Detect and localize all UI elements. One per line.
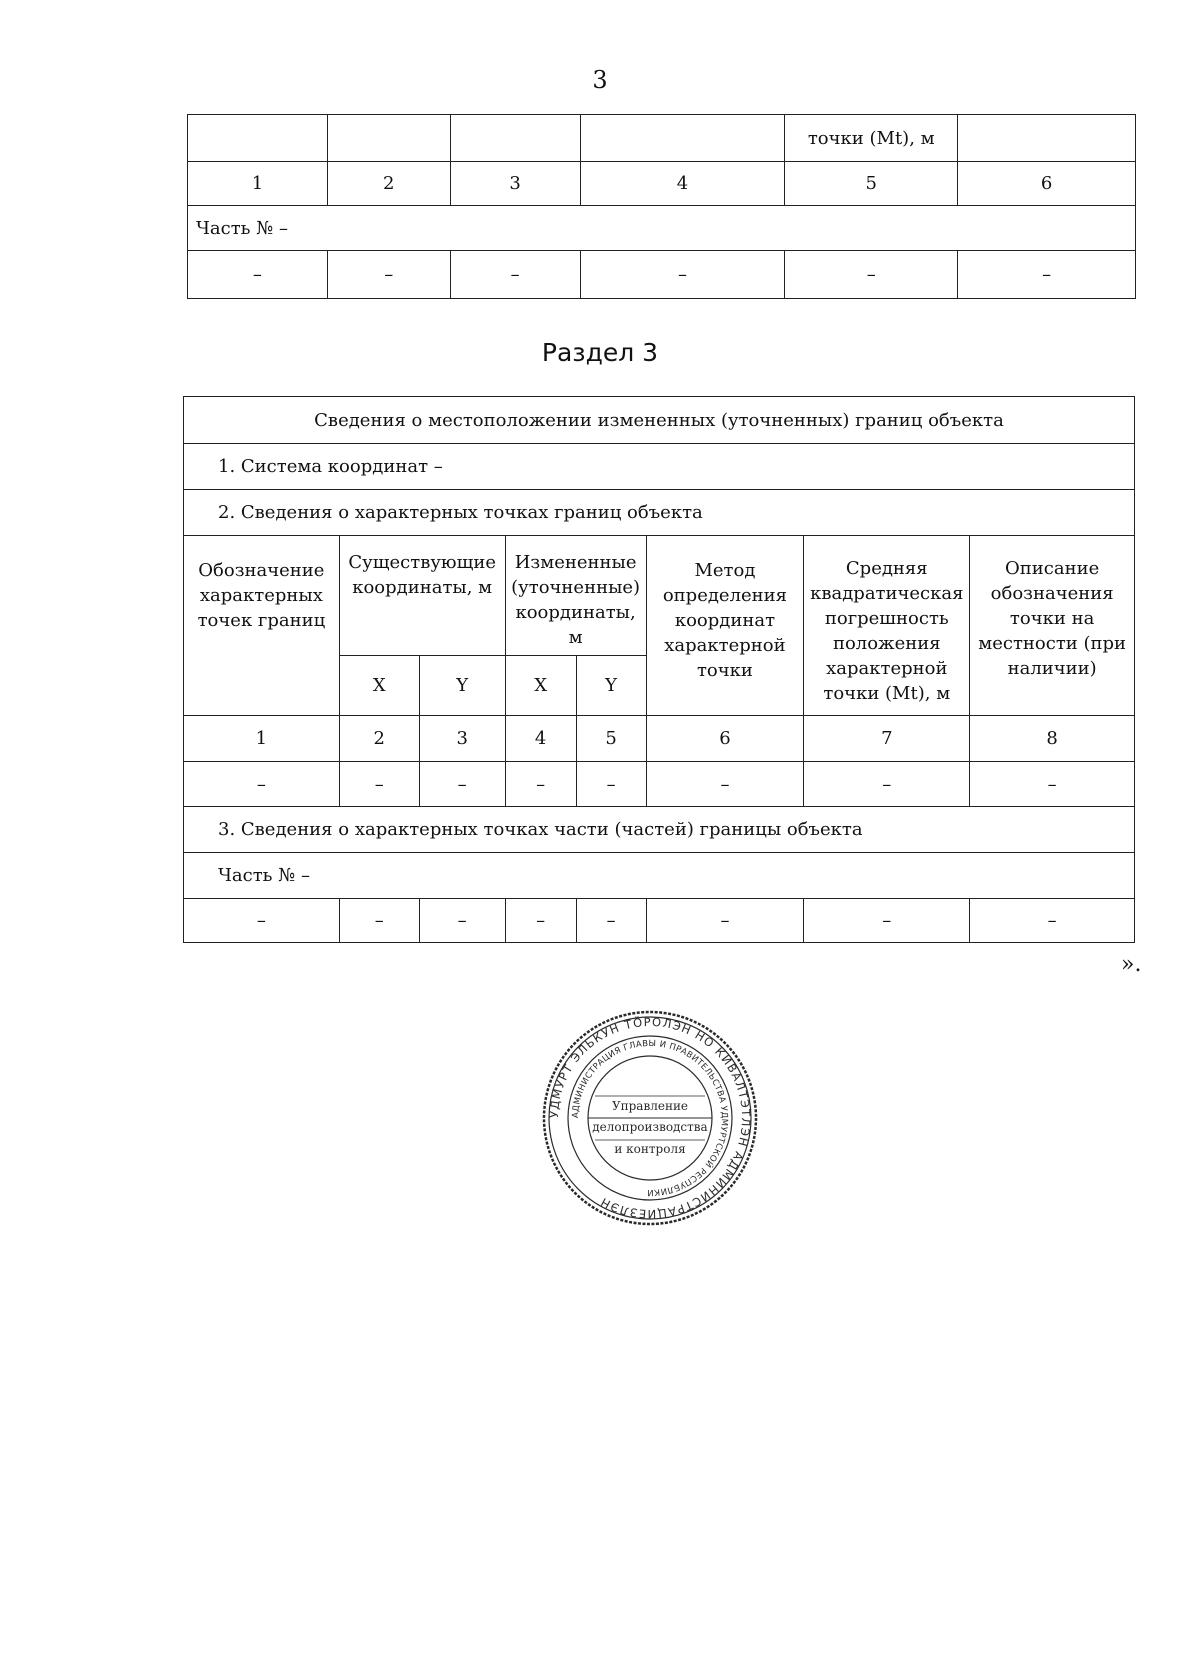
table-cell: 5	[785, 162, 958, 206]
table-cell: –	[339, 762, 419, 807]
table-cell: –	[505, 899, 576, 943]
table-row	[184, 444, 1135, 490]
parts-heading: 3. Сведения о характерных точках части (частей) границы объекта	[184, 807, 1135, 853]
table-cell: 3	[450, 162, 580, 206]
sub-header: X	[505, 656, 576, 716]
table-cell: 2	[327, 162, 450, 206]
table-row	[188, 115, 1136, 162]
table-cell: –	[576, 762, 646, 807]
column-header: Описание обозначения точки на местности (при наличии)	[970, 536, 1135, 716]
table-cell: точки (Mt), м	[785, 115, 958, 162]
table-cell: 4	[580, 162, 785, 206]
sub-header: Y	[419, 656, 505, 716]
table-cell: –	[450, 251, 580, 299]
table-row	[184, 397, 1135, 444]
table-cell: –	[419, 899, 505, 943]
table-row	[184, 716, 1135, 762]
part-label: Часть № –	[184, 853, 1135, 899]
table-row	[184, 899, 1135, 943]
seal-center-line-3: и контроля	[614, 1142, 686, 1156]
column-header: Метод определения координат характерной точки	[646, 536, 804, 716]
table-row	[184, 490, 1135, 536]
closing-quote: ».	[1121, 952, 1142, 977]
table-cell: 8	[970, 716, 1135, 762]
section-title: Раздел 3	[541, 338, 659, 367]
table-cell: –	[970, 899, 1135, 943]
table-cell	[958, 115, 1136, 162]
sub-header: X	[339, 656, 419, 716]
table-cell: 4	[505, 716, 576, 762]
table-row	[184, 536, 1135, 656]
table-title: Сведения о местоположении измененных (уточненных) границ объекта	[184, 397, 1135, 444]
page-number: 3	[592, 66, 608, 94]
table-cell: –	[646, 899, 804, 943]
table-cell: –	[505, 762, 576, 807]
coord-system-label: 1. Система координат –	[184, 444, 1135, 490]
table-cell: –	[339, 899, 419, 943]
table-cell	[580, 115, 785, 162]
table-row	[188, 206, 1136, 251]
table-cell: –	[804, 762, 970, 807]
table-row	[188, 251, 1136, 299]
table-cell: –	[576, 899, 646, 943]
column-header: Обозначение характерных точек границ	[184, 536, 340, 716]
table-cell: –	[184, 762, 340, 807]
table-cell: –	[646, 762, 804, 807]
table-cell: –	[580, 251, 785, 299]
official-seal	[540, 1008, 760, 1228]
column-header: Существующие координаты, м	[339, 536, 505, 656]
table-cell: 6	[646, 716, 804, 762]
table-cell: –	[184, 899, 340, 943]
table-cell: –	[804, 899, 970, 943]
table-cell	[188, 115, 328, 162]
table-cell: –	[785, 251, 958, 299]
table-row	[184, 762, 1135, 807]
column-header: Средняя квадратическая погрешность положения характерной точки (Mt), м	[804, 536, 970, 716]
seal-center-line-1: Управление	[611, 1099, 689, 1113]
table-cell: –	[327, 251, 450, 299]
top-table	[187, 114, 1136, 299]
table-cell: –	[419, 762, 505, 807]
table-cell: –	[970, 762, 1135, 807]
main-table	[183, 396, 1135, 943]
points-heading: 2. Сведения о характерных точках границ объекта	[184, 490, 1135, 536]
table-cell	[450, 115, 580, 162]
seal-outer-text: УДМУРТ ЭЛЬКУН ТӦРОЛЭН НО КИВАЛТЭТЛЭН АДМИНИСТРАЦИЕЗЛЭН	[546, 1014, 754, 1222]
table-cell: 1	[188, 162, 328, 206]
table-cell: –	[958, 251, 1136, 299]
part-label: Часть № –	[188, 206, 1136, 251]
table-row	[184, 807, 1135, 853]
table-cell: 3	[419, 716, 505, 762]
table-cell: 5	[576, 716, 646, 762]
table-cell: –	[188, 251, 328, 299]
column-header: Измененные (уточненные) координаты, м	[505, 536, 646, 656]
sub-header: Y	[576, 656, 646, 716]
seal-inner-text: АДМИНИСТРАЦИЯ ГЛАВЫ И ПРАВИТЕЛЬСТВА УДМУРТСКОЙ РЕСПУБЛИКИ	[570, 1038, 730, 1198]
seal-center-line-2: делопроизводства	[592, 1120, 708, 1134]
table-cell: 2	[339, 716, 419, 762]
table-cell: 1	[184, 716, 340, 762]
table-row	[188, 162, 1136, 206]
table-row	[184, 853, 1135, 899]
table-cell	[327, 115, 450, 162]
table-cell: 7	[804, 716, 970, 762]
table-cell: 6	[958, 162, 1136, 206]
